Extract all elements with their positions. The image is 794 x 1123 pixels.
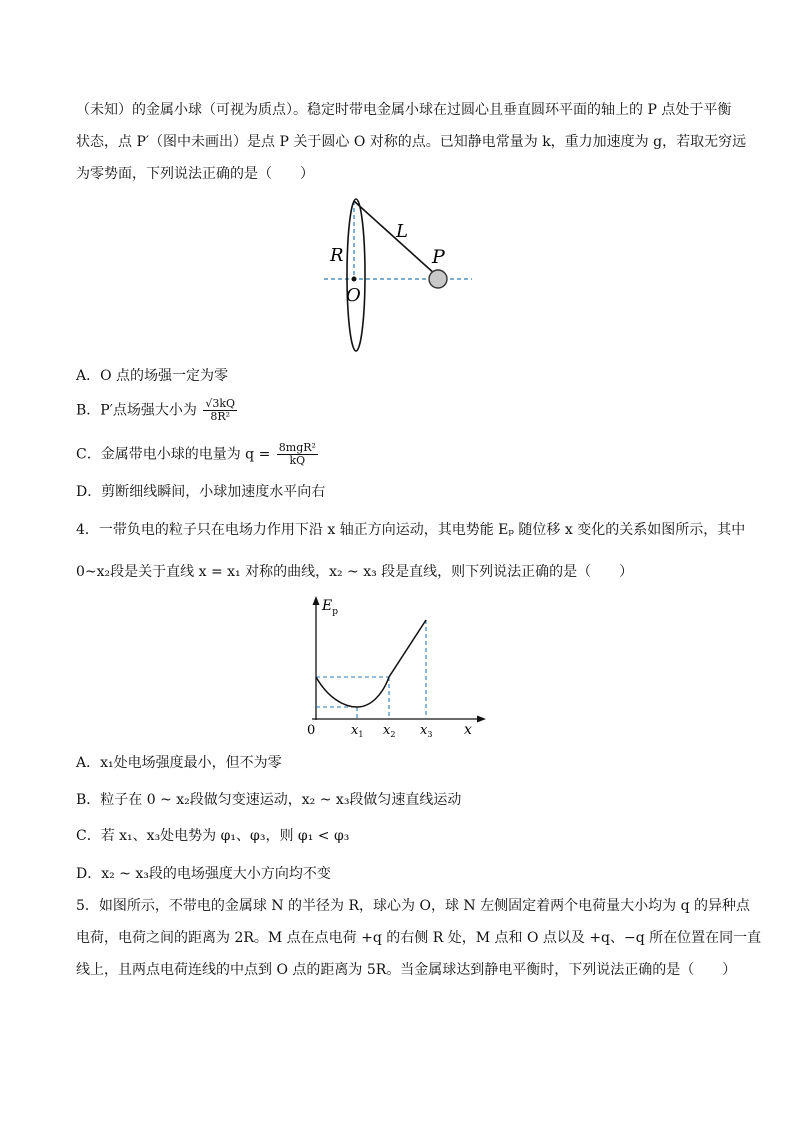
q3-option-d: D．剪断细线瞬间，小球加速度水平向右 (76, 484, 326, 500)
y-axis-arrow (313, 596, 320, 605)
q4-option-c: C．若 x₁、x₃处电势为 φ₁、φ₃，则 φ₁ < φ₃ (76, 828, 350, 844)
ep-curve (316, 620, 426, 707)
q4-option-b: B．粒子在 0 ~ x₂段做匀变速运动，x₂ ~ x₃段做匀速直线运动 (76, 792, 462, 808)
thread-line (354, 201, 436, 275)
q4-stem-line-2: 0~x₂段是关于直线 x = x₁ 对称的曲线，x₂ ~ x₃ 段是直线，则下列说法正确的是（ ） (76, 564, 634, 580)
label-l: L (396, 221, 408, 242)
q3-option-b (76, 398, 237, 423)
q3-option-c-fraction (277, 442, 318, 467)
tick-x2-sub: 2 (390, 730, 396, 739)
y-axis-label: $E_p$ (322, 598, 338, 617)
q3-ring-figure (318, 195, 478, 355)
q3-option-c (76, 442, 318, 467)
ball-p (429, 270, 447, 288)
q4-option-d: D．x₂ ~ x₃段的电场强度大小方向均不变 (76, 866, 331, 882)
tick-x2: $x_2$ (383, 723, 396, 739)
tick-x3: $x_3$ (420, 723, 433, 739)
label-r: R (330, 245, 344, 266)
q3-option-a: A．O 点的场强一定为零 (76, 368, 229, 384)
fraction-numerator: 8mgR² (278, 441, 316, 454)
x-axis-arrow (477, 716, 486, 723)
q3-stem-line-1: （未知）的金属小球（可视为质点）。稳定时带电金属小球在过圆心且垂直圆环平面的轴上的 P 点处于平衡 (76, 102, 732, 118)
fraction-numerator: √3kQ (205, 397, 236, 410)
q5-stem-line-3: 线上，且两点电荷连线的中点到 O 点的距离为 5R。当金属球达到静电平衡时，下列说法正确的是（ ） (76, 962, 737, 978)
fraction-denominator: kQ (289, 454, 306, 467)
tick-x1-sub: 1 (358, 730, 364, 739)
center-point-o (352, 277, 357, 282)
tick-x3-sub: 3 (427, 730, 433, 739)
q4-option-a: A．x₁处电场强度最小，但不为零 (76, 755, 282, 771)
label-p: P (432, 246, 445, 268)
origin-label: 0 (307, 723, 316, 738)
q3-stem-line-3: 为零势面，下列说法正确的是（ ） (76, 166, 314, 182)
q3-option-c-text: C．金属带电小球的电量为 q = (76, 446, 271, 463)
fraction-denominator: 8R² (210, 410, 231, 423)
label-o: O (346, 285, 361, 306)
q5-stem-line-1: 5．如图所示，不带电的金属球 N 的半径为 R，球心为 O，球 N 左侧固定着两个电荷量大小均为 q 的异种点 (76, 898, 750, 914)
x-axis-label: x (464, 722, 472, 738)
q5-stem-line-2: 电荷，电荷之间的距离为 2R。M 点在点电荷 +q 的右侧 R 处，M 点和 O 点以及 +q、−q 所在位置在同一直 (76, 930, 762, 946)
y-axis-label-sub: p (332, 607, 338, 617)
q4-ep-graph (298, 592, 498, 742)
q3-option-b-fraction (203, 398, 237, 423)
tick-x1: $x_1$ (351, 723, 364, 739)
q3-stem-line-2: 状态，点 P′（图中未画出）是点 P 关于圆心 O 对称的点。已知静电常量为 k，重力加速度为 g，若取无穷远 (76, 134, 747, 150)
charged-ring (347, 199, 365, 351)
q3-option-b-text: B．P′点场强大小为 (76, 402, 197, 419)
q4-stem-line-1: 4．一带负电的粒子只在电场力作用下沿 x 轴正方向运动，其电势能 Eₚ 随位移 x 变化的关系如图所示，其中 (76, 522, 746, 538)
